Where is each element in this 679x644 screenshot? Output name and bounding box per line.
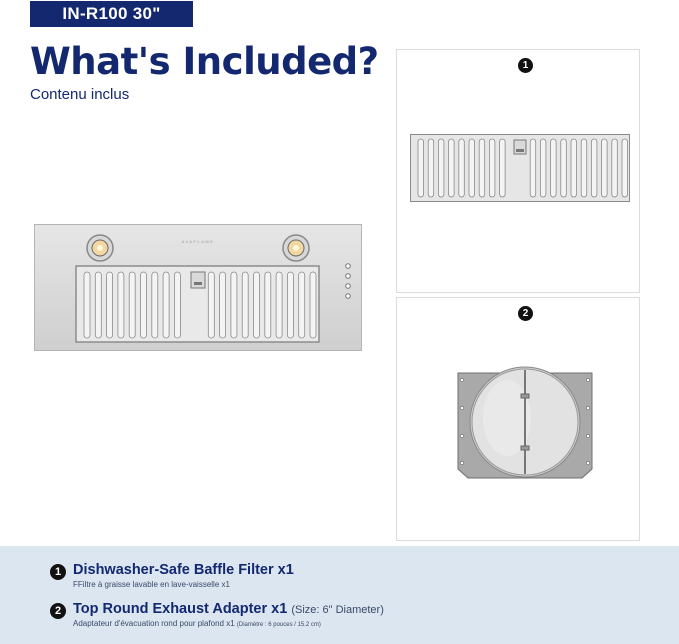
page-subtitle: Contenu inclus [30,86,130,103]
item-title: Dishwasher-Safe Baffle Filter x1 [73,562,294,578]
baffle-slot [265,272,271,338]
baffle-slot [551,139,557,197]
item-panel-2 [396,297,640,541]
number-badge: 1 [518,58,533,73]
baffle-slot [95,272,101,338]
baffle-slot [479,139,485,197]
baffle-slot [287,272,293,338]
baffle-slot [152,272,158,338]
baffle-slot [276,272,282,338]
baffle-filter-image [410,134,630,204]
baffle-slot [459,139,465,197]
model-badge: IN-R100 30" [30,1,193,27]
baffle-slot [591,139,597,197]
baffle-slot [428,139,434,197]
item-panel-1 [396,49,640,293]
items-list [0,546,679,644]
brand-logo: AVAFLAME [181,239,215,244]
range-hood-image [34,224,362,351]
baffle-slot [310,272,316,338]
item-subtitle: Adaptateur d'évacuation rond pour plafond x1 [73,619,235,628]
baffle-slot [141,272,147,338]
item-subtitle: FFiltre à graisse lavable en lave-vaisselle x1 [73,580,230,589]
light-left [87,235,113,261]
exhaust-adapter-image [455,366,595,481]
number-badge: 1 [50,564,66,580]
number-badge: 2 [50,603,66,619]
baffle-slot [254,272,260,338]
light-right [283,235,309,261]
item-size: (Size: 6" Diameter) [291,604,384,616]
baffle-slot [242,272,248,338]
baffle-slot [612,139,618,197]
baffle-slot [299,272,305,338]
baffle-slot [602,139,608,197]
baffle-slot [174,272,180,338]
item-subtitle-detail: (Diamètre : 6 pouces / 15.2 cm) [236,622,321,628]
baffle-slot [622,139,628,197]
page-title: What's Included? [30,40,379,83]
baffle-slot [469,139,475,197]
baffle-slot [571,139,577,197]
baffle-slot [163,272,169,338]
baffle-slot [500,139,506,197]
baffle-slot [449,139,455,197]
baffle-slot [208,272,214,338]
number-badge: 2 [518,306,533,321]
baffle-slot [489,139,495,197]
baffle-slot [438,139,444,197]
baffle-slot [84,272,90,338]
baffle-slot [118,272,124,338]
baffle-slot [540,139,546,197]
baffle-slot [220,272,226,338]
baffle-slot [107,272,113,338]
item-title: Top Round Exhaust Adapter x1 [73,601,288,617]
baffle-slot [581,139,587,197]
baffle-slot [418,139,424,197]
baffle-slot [129,272,135,338]
baffle-slot [530,139,536,197]
baffle-slot [231,272,237,338]
baffle-slot [561,139,567,197]
